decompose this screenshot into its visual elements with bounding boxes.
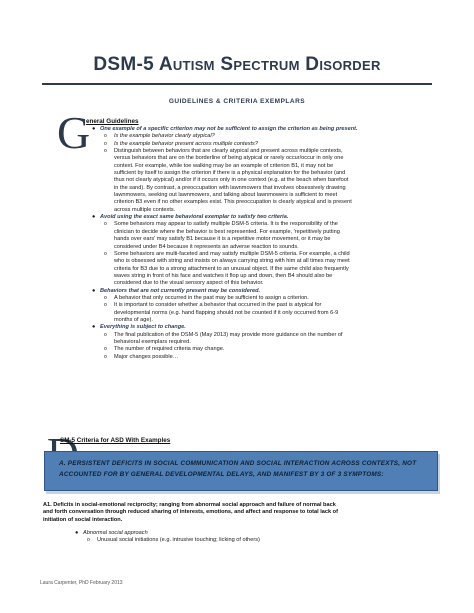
text-line: The number of required criteria may change. — [114, 346, 225, 353]
text-line: A behavior that only occurred in the past may be sufficient to assign a criterion. — [114, 294, 309, 301]
guideline-subitem — [60, 302, 440, 324]
guideline-subitem — [60, 354, 440, 361]
guideline-item-label: Avoid using the exact same behavioral exemplar to satisfy two criteria. — [100, 214, 289, 221]
guideline-subitem — [60, 148, 440, 214]
guideline-item-label: Behaviors that are not currently present may be considered. — [100, 287, 261, 294]
text-line: Is the example behavior clearly atypical? — [114, 133, 215, 140]
sub-bullet-icon: o — [104, 331, 107, 338]
text-line: criterion B3 even if no other examples exist. This preoccupation is clearly atypical and is present — [114, 199, 352, 206]
guideline-subitem-text — [114, 332, 440, 347]
criterion-a-banner — [44, 451, 438, 491]
text-line: sufficient by itself to assign the criterion if there is a physical explanation for the behavior (and — [114, 170, 346, 177]
footer-author: Laura Carpenter, PhD February 2013 — [40, 580, 123, 586]
guideline-subitem — [60, 332, 440, 347]
bullet-icon: ● — [92, 214, 96, 221]
guideline-item-label: One example of a specific criterion may not be sufficient to assign the criterion as being present. — [100, 126, 358, 132]
sub-bullet-icon: o — [104, 221, 107, 228]
text-line: criteria for B3 due to a strong attachment to an unusual object. If the same child also frequently — [114, 265, 349, 272]
title-rule — [42, 83, 432, 85]
criterion-a1 — [43, 502, 440, 524]
guideline-subitem-text — [114, 346, 440, 353]
text-line: context. For example, while toe walking may be an example of criterion B1, it may not be — [114, 162, 334, 169]
sub-bullet-icon: o — [104, 148, 107, 155]
a1-examples-list — [43, 530, 440, 545]
guideline-subitem — [60, 133, 440, 140]
text-line: thus not clearly atypical) and/or if it occurs only in one context (e.g. at the beach when barefoot — [114, 177, 349, 184]
text-line: Major changes possible… — [114, 353, 179, 360]
guideline-item — [60, 288, 440, 295]
sub-bullet-icon: o — [104, 140, 107, 147]
page-subtitle: GUIDELINES & CRITERIA EXEMPLARS — [168, 98, 306, 105]
text-line: Distinguish between behaviors that are clearly atypical and present across multiple contexts, — [114, 148, 343, 155]
guideline-item-label: Everything is subject to change. — [100, 324, 186, 331]
guideline-subitem — [60, 346, 440, 353]
guideline-subitem-text — [114, 221, 440, 250]
text-line: months of age). — [114, 316, 153, 323]
guideline-item — [60, 214, 440, 221]
text-line: across multiple contexts. — [114, 206, 176, 213]
sub-bullet-icon: o — [104, 294, 107, 301]
bullet-icon: ● — [92, 287, 96, 294]
sub-bullet-icon: o — [104, 250, 107, 257]
banner-line-1: A. PERSISTENT DEFICITS IN SOCIAL COMMUNICATION AND SOCIAL INTERACTION ACROSS CONTEXTS, NOT — [59, 460, 417, 467]
sub-bullet-icon: o — [104, 353, 107, 360]
list-item — [43, 530, 440, 537]
text-line: versus behaviors that are on the borderline of being atypical or rarely occur/occur in only one — [114, 155, 344, 162]
text-line: who is obsessed with string and insists on always carrying string with him at all times may meet — [114, 258, 350, 265]
section-heading-dsm5-criteria: SM-5 Criteria for ASD With Examples — [60, 437, 171, 444]
text-line: waves string in front of his face and watches it flop up and down, then B4 should also be — [114, 272, 333, 279]
guideline-subitem-text — [114, 148, 440, 214]
guideline-subitem — [60, 295, 440, 302]
text-line: clinician to decide where the behavior is best represented. For example, 'repetitively putting — [114, 228, 340, 235]
list-item-text: Abnormal social approach — [83, 530, 148, 536]
text-line: The final publication of the DSM-5 (May 2013) may provide more guidance on the number of — [114, 331, 343, 338]
dropcap-g: G — [57, 107, 91, 158]
guideline-item — [60, 324, 440, 331]
guideline-subitem-text — [114, 251, 440, 288]
text-line: Is the example behavior present across multiple contexts? — [114, 140, 258, 147]
guideline-subitem — [60, 141, 440, 148]
guideline-subitem-text — [114, 133, 440, 140]
a1-line: initiation of social interaction. — [43, 516, 123, 523]
sub-bullet-icon: o — [104, 302, 107, 309]
sub-list-item-text: Unusual social initiations (e.g. intrusive touching; licking of others) — [97, 537, 260, 544]
a1-line: A1. Deficits in social-emotional reciprocity; ranging from abnormal social approach and failure of normal back — [43, 502, 336, 508]
bullet-icon: ● — [75, 530, 79, 536]
page-title: DSM-5 Autism Spectrum Disorder — [93, 54, 381, 75]
guideline-subitem-text — [114, 354, 440, 361]
bullet-icon: ● — [92, 324, 96, 331]
guideline-subitem — [60, 221, 440, 250]
a1-line: and forth conversation through reduced sharing of interests, emotions, and affect and response to total lack of — [43, 509, 338, 516]
text-line: considered under B4 because it represents an adverse reaction to sounds. — [114, 243, 299, 250]
sub-bullet-icon: o — [104, 133, 107, 140]
guideline-subitem-text — [114, 295, 440, 302]
banner-line-2: ACCOUNTED FOR BY GENERAL DEVELOPMENTAL DELAYS, AND MANIFEST BY 3 OF 3 SYMPTOMS: — [59, 470, 384, 478]
section-heading-general-guidelines: eneral Guidelines — [86, 118, 139, 125]
text-line: developmental norms (e.g. hand flapping should not be counted if it only occurred from 6-9 — [114, 309, 339, 316]
text-line: It is important to consider whether a behavior that occurred in the past is atypical for — [114, 302, 322, 309]
sub-bullet-icon: o — [87, 537, 90, 544]
text-line: in the sand). By contrast, a preoccupation with lawnmowers that involves obsessively drawing — [114, 184, 346, 191]
guideline-subitem-text — [114, 302, 440, 324]
sub-bullet-icon: o — [104, 346, 107, 353]
text-line: Some behaviors are multi-faceted and may satisfy multiple DSM-5 criteria. For example, a child — [114, 250, 350, 257]
text-line: Some behaviors may appear to satisfy multiple DSM-5 criteria. It is the responsibility of the — [114, 221, 338, 228]
guideline-subitem-text — [114, 141, 440, 148]
guideline-item — [60, 126, 440, 133]
text-line: considered due to the visual sensory aspect of this behavior. — [114, 280, 264, 287]
text-line: hands over ears' may satisfy B1 because it is a repetitive motor movement, or it may be — [114, 236, 331, 243]
sub-list-item — [43, 537, 440, 544]
text-line: behavioral exemplars required. — [114, 338, 191, 345]
text-line: lawnmowers, seeking out lawnmowers, and talking about lawnmowers is sufficient to meet — [114, 192, 338, 199]
bullet-icon: ● — [92, 126, 96, 132]
general-guidelines-list — [60, 126, 440, 361]
guideline-subitem — [60, 251, 440, 288]
